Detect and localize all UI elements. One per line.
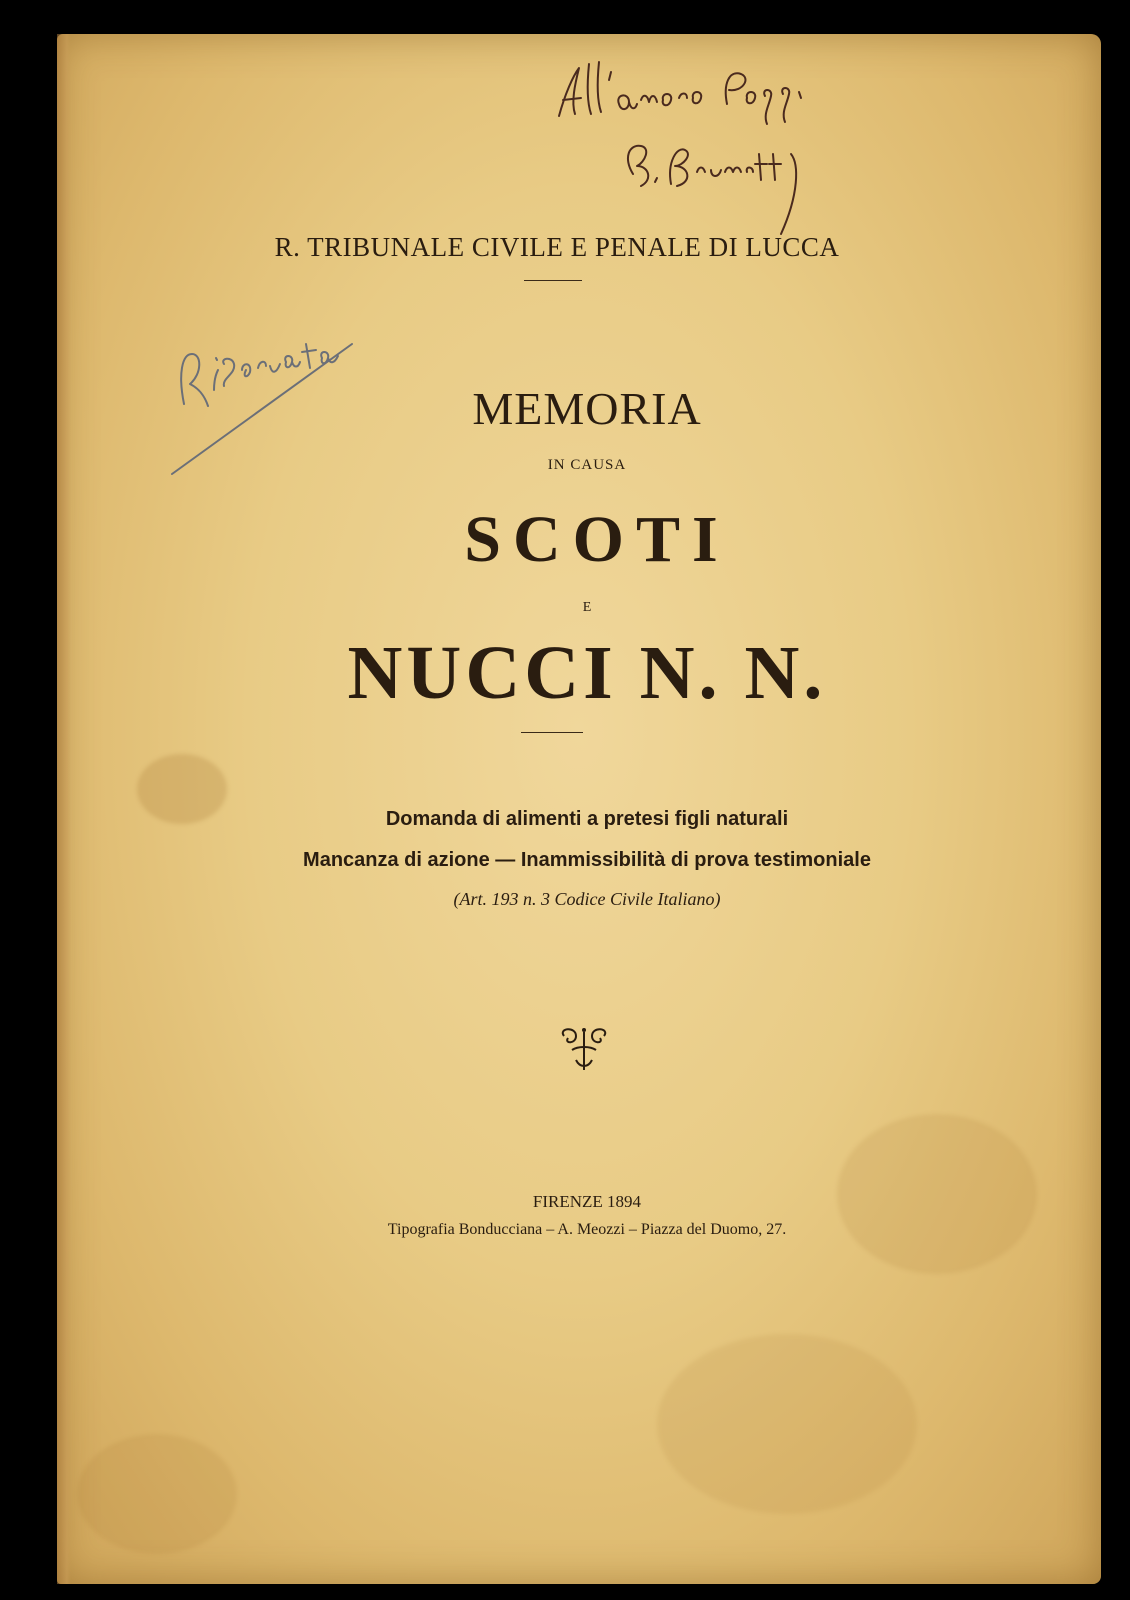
handwritten-pencil-note [162, 294, 402, 494]
court-heading: R. TRIBUNALE CIVILE E PENALE DI LUCCA [274, 232, 840, 262]
document-subtitle: IN CAUSA [547, 457, 627, 473]
document-cover [57, 34, 1101, 1584]
party-two: NUCCI N. N. [347, 631, 827, 715]
subject-line-1: Domanda di alimenti a pretesi figli naturali [385, 808, 789, 830]
handwritten-inscription [537, 54, 857, 244]
printer-imprint: Tipografia Bonducciana – A. Meozzi – Piazza del Duomo, 27. [387, 1221, 787, 1238]
paper-stain [137, 754, 227, 824]
party-one: SCOTI [464, 503, 730, 576]
subject-line-3: (Art. 193 n. 3 Codice Civile Italiano) [453, 889, 721, 909]
document-title: MEMORIA [472, 383, 702, 434]
divider-rule [521, 732, 583, 733]
printer-ornament-icon [554, 1024, 614, 1074]
paper-stain [657, 1334, 917, 1514]
divider-rule [524, 280, 582, 281]
place-year: FIRENZE 1894 [532, 1192, 642, 1211]
paper-stain [77, 1434, 237, 1554]
conjunction: E [582, 600, 592, 615]
subject-line-2: Mancanza di azione — Inammissibilità di prova testimoniale [303, 849, 871, 871]
